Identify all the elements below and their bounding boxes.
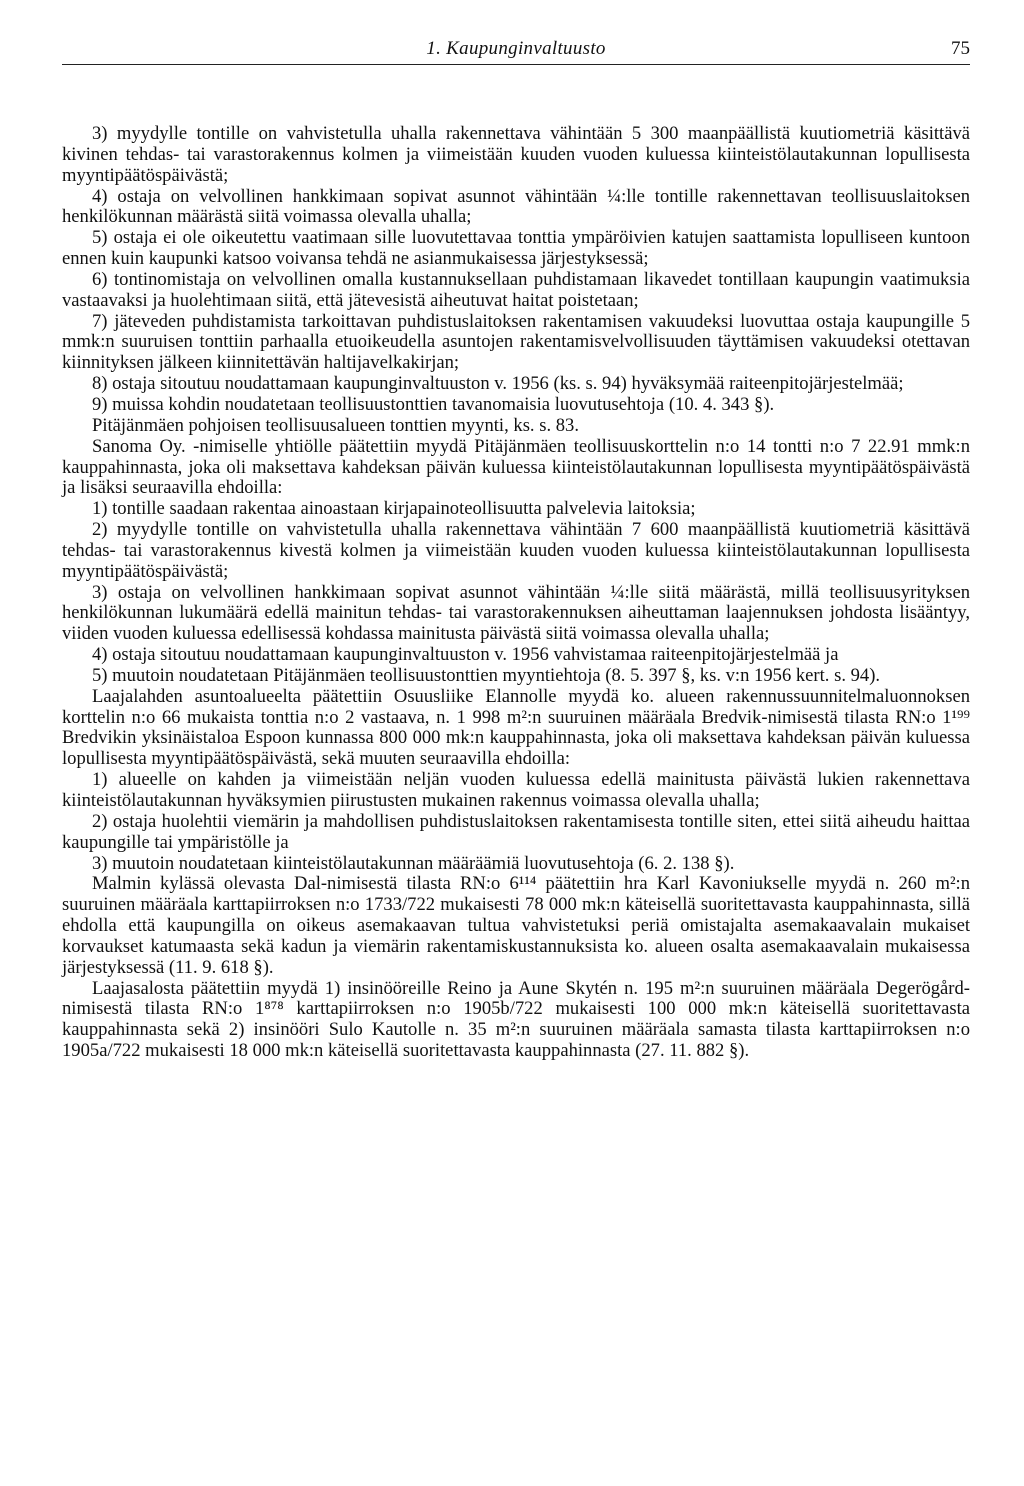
paragraph: 5) muutoin noudatetaan Pitäjänmäen teollisuustonttien myyntiehtoja (8. 5. 397 §, ks. v:n 1956 kert. s. 94). bbox=[92, 664, 881, 686]
document-body bbox=[62, 124, 970, 1062]
paragraph: 2) myydylle tontille on vahvistetulla uhalla rakennettava vähintään 7 600 maanpäällistä kuutiometriä käsittävä tehdas- tai varastorakennus kivestä kolmen ja viimeistään kuuden vuoden kuluessa kiinteistölautakunnan lopullisesta myyntipäätöspäivästä; bbox=[62, 519, 970, 582]
paragraph: 8) ostaja sitoutuu noudattamaan kaupunginvaltuuston v. 1956 (ks. s. 94) hyväksymää raiteenpitojärjestelmää; bbox=[92, 373, 904, 395]
paragraph: 9) muissa kohdin noudatetaan teollisuustonttien tavanomaisia luovutusehtoja (10. 4. 343 §). bbox=[92, 393, 775, 415]
paragraph: 1) alueelle on kahden ja viimeistään neljän vuoden kuluessa edellä mainitusta päivästä lukien rakennettava kiinteistölautakunnan hyväksymien piirustusten mukainen rakennus voimassa olevalla uhalla; bbox=[62, 769, 970, 811]
paragraph: 6) tontinomistaja on velvollinen omalla kustannuksellaan puhdistamaan likavedet tontillaan kaupungin vaatimuksia vastaavaksi ja huolehtimaan siitä, että jätevesistä aiheutuvat haitat poistetaan; bbox=[62, 268, 970, 311]
running-header bbox=[62, 38, 970, 65]
document-page bbox=[62, 38, 970, 1062]
paragraph: 5) ostaja ei ole oikeutettu vaatimaan sille luovutettavaa tonttia ympäröivien katujen saattamista lopulliseen kuntoon ennen kuin kaupunki katsoo voivansa tehdä ne asianmukaisessa järjestyksessä; bbox=[62, 227, 970, 270]
paragraph: Laajalahden asuntoalueelta päätettiin Osuusliike Elannolle myydä ko. alueen rakennussuunnitelmaluonnoksen korttelin n:o 66 mukaista tonttia n:o 2 vastaava, n. 1 998 m²:n suuruinen määräala Bredvik-nimisestä tilasta RN:o 1¹⁹⁹ Bredvikin yksinäistaloa Espoon kunnassa 800 000 mk:n kauppahinnasta, joka oli maksettava kahdeksan päivän kuluessa lopullisesta myyntipäätöspäivästä, sekä muuten seuraavilla ehdoilla: bbox=[62, 685, 970, 770]
paragraph: 4) ostaja sitoutuu noudattamaan kaupunginvaltuuston v. 1956 vahvistamaa raiteenpitojärjestelmää ja bbox=[92, 644, 839, 666]
paragraph: Laajasalosta päätettiin myydä 1) insinööreille Reino ja Aune Skytén n. 195 m²:n suuruinen määräala Degerögård-nimisestä tilasta RN:o 1⁸⁷⁸ karttapiirroksen n:o 1905b/722 mukaisesti 100 000 mk:n käteisellä suoritettavasta kauppahinnasta sekä 2) insinööri Sulo Kautolle n. 35 m²:n suuruinen määräala samasta tilasta karttapiirroksen n:o 1905a/722 mukaisesti 18 000 mk:n käteisellä suoritettavasta kauppahinnasta (27. 11. 882 §). bbox=[62, 977, 970, 1062]
paragraph: 3) muutoin noudatetaan kiinteistölautakunnan määräämiä luovutusehtoja (6. 2. 138 §). bbox=[92, 852, 735, 874]
paragraph: 2) ostaja huolehtii viemärin ja mahdollisen puhdistuslaitoksen rakentamisesta tontille siten, ettei siitä aiheudu haittaa kaupungille tai ympäristölle ja bbox=[62, 810, 970, 853]
paragraph: 3) myydylle tontille on vahvistetulla uhalla rakennettava vähintään 5 300 maanpäällistä kuutiometriä käsittävä kivinen tehdas- tai varastorakennus kolmen ja viimeistään kuuden vuoden kuluessa kiinteistölautakunnan lopullisesta myyntipäätöspäivästä; bbox=[62, 123, 970, 186]
paragraph: Malmin kylässä olevasta Dal-nimisestä tilasta RN:o 6¹¹⁴ päätettiin hra Karl Kavoniukselle myydä n. 260 m²:n suuruinen määräala karttapiirroksen n:o 1733/722 mukaisesti 78 000 mk:n käteisellä suoritettavasta kauppahinnasta, sillä ehdolla että kaupungilla on oikeus asemakaavan tultua vahvistetuksi periä omistajalta asemakaavalain mukaiset korvaukset katumaasta sekä kadun ja viemärin rakentamiskustannuksista ko. alueen osalta asemakaavalain mukaisessa järjestyksessä (11. 9. 618 §). bbox=[62, 873, 970, 978]
page-number: 75 bbox=[951, 38, 970, 59]
paragraph: 4) ostaja on velvollinen hankkimaan sopivat asunnot vähintään ¼:lle tontille rakennettavan teollisuuslaitoksen henkilökunnan määrästä siitä voimassa olevalla uhalla; bbox=[62, 185, 970, 228]
paragraph: 3) ostaja on velvollinen hankkimaan sopivat asunnot vähintään ¼:lle siitä määrästä, millä teollisuusyrityksen henkilökunnan lukumäärä edellä mainitun tehdas- tai varastorakennuksen aiheuttaman laajennuksen johdosta lisääntyy, viiden vuoden kuluessa edellisessä kohdassa mainitusta päivästä siitä voimassa olevalla uhalla; bbox=[62, 581, 970, 645]
paragraph: Pitäjänmäen pohjoisen teollisuusalueen tonttien myynti, ks. s. 83. bbox=[92, 414, 579, 436]
paragraph: 7) jäteveden puhdistamista tarkoittavan puhdistuslaitoksen rakentamisen vakuudeksi luovuttaa ostaja kaupungille 5 mmk:n suuruisen tonttiin parhaalla etuoikeudella asuntojen rakentamisvelvollisuuden täyttämisen vakuudeksi otettavan kiinnityksen jälkeen kiinnitettävän haltijavelkakirjan; bbox=[62, 310, 970, 374]
chapter-title: 1. Kaupunginvaltuusto bbox=[426, 38, 606, 59]
paragraph: 1) tontille saadaan rakentaa ainoastaan kirjapainoteollisuutta palvelevia laitoksia; bbox=[92, 498, 696, 520]
paragraph: Sanoma Oy. -nimiselle yhtiölle päätettiin myydä Pitäjänmäen teollisuuskorttelin n:o 14 tontti n:o 7 22.91 mmk:n kauppahinnasta, joka oli maksettava kahdeksan päivän kuluessa kiinteistölautakunnan lopullisesta myyntipäätöspäivästä ja lisäksi seuraavilla ehdoilla: bbox=[62, 435, 970, 499]
